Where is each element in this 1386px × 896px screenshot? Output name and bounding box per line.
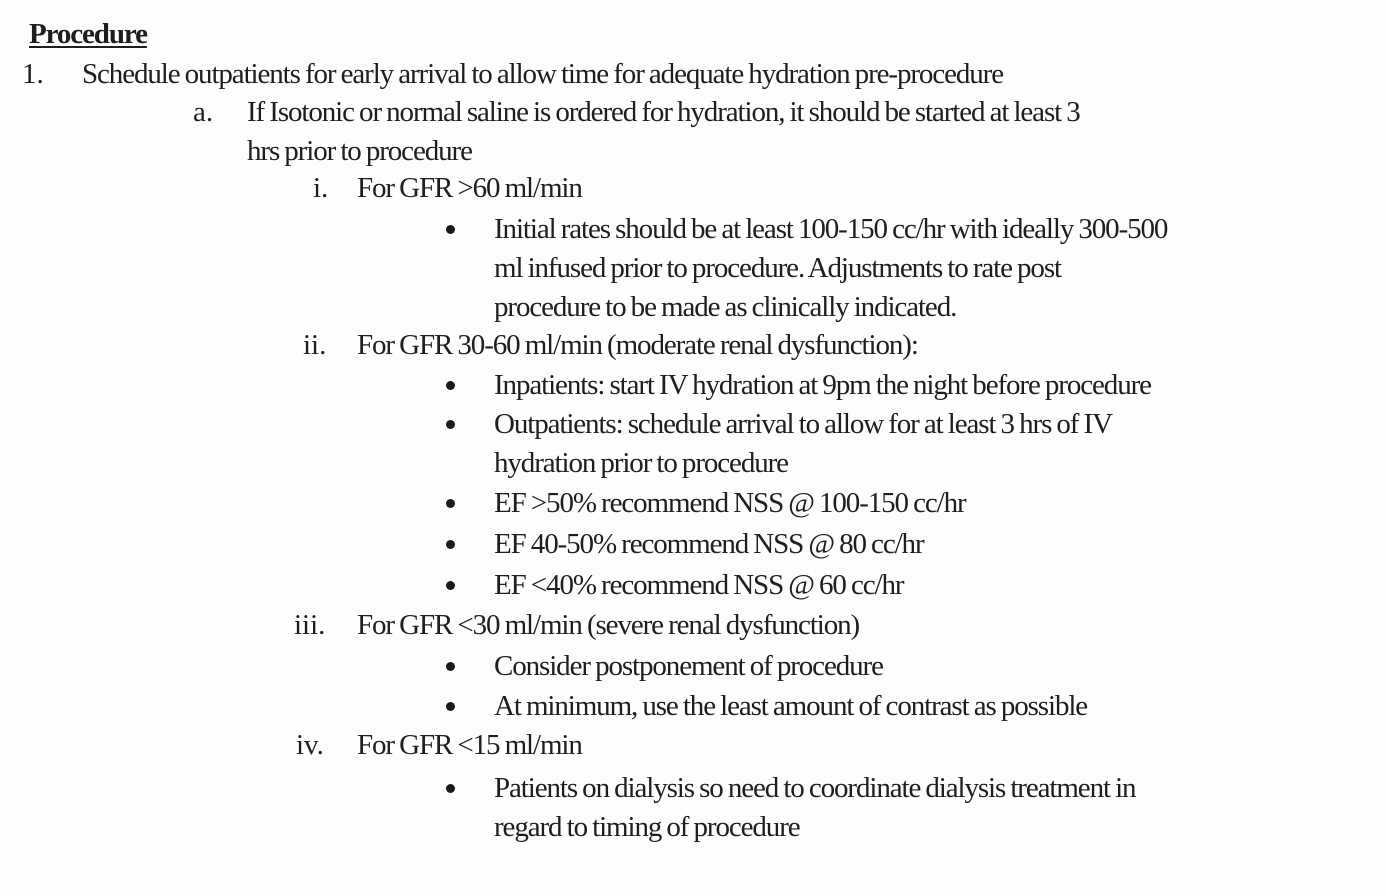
bullet-icon xyxy=(446,702,455,711)
list-item-i-text: For GFR >60 ml/min xyxy=(357,172,582,204)
list-item-iv-text: For GFR <15 ml/min xyxy=(357,729,582,761)
bullet-icon xyxy=(446,420,455,429)
bullet-i-1-line1: Initial rates should be at least 100-150 cc/hr with ideally 300-500 xyxy=(494,213,1168,245)
list-item-ii-text: For GFR 30-60 ml/min (moderate renal dysfunction): xyxy=(357,329,918,361)
bullet-ii-3: EF >50% recommend NSS @ 100-150 cc/hr xyxy=(494,487,966,519)
bullet-icon xyxy=(446,662,455,671)
bullet-iii-2: At minimum, use the least amount of contrast as possible xyxy=(494,690,1088,722)
bullet-icon xyxy=(446,784,455,793)
bullet-icon xyxy=(446,581,455,590)
list-marker-a: a. xyxy=(193,96,214,128)
bullet-ii-1: Inpatients: start IV hydration at 9pm the night before procedure xyxy=(494,369,1151,401)
list-item-a-line2: hrs prior to procedure xyxy=(247,135,472,167)
list-marker-iii: iii. xyxy=(294,609,326,641)
bullet-iv-1-line1: Patients on dialysis so need to coordinate dialysis treatment in xyxy=(494,772,1136,804)
list-marker-i: i. xyxy=(313,172,329,204)
bullet-iv-1-line2: regard to timing of procedure xyxy=(494,811,800,843)
bullet-ii-2-line1: Outpatients: schedule arrival to allow for at least 3 hrs of IV xyxy=(494,408,1112,440)
bullet-i-1-line2: ml infused prior to procedure. Adjustments to rate post xyxy=(494,252,1061,284)
bullet-ii-2-line2: hydration prior to procedure xyxy=(494,447,788,479)
bullet-ii-4: EF 40-50% recommend NSS @ 80 cc/hr xyxy=(494,528,924,560)
section-heading: Procedure xyxy=(29,18,147,50)
list-marker-iv: iv. xyxy=(296,729,324,761)
bullet-icon xyxy=(446,540,455,549)
bullet-iii-1: Consider postponement of procedure xyxy=(494,650,883,682)
list-marker-ii: ii. xyxy=(303,329,327,361)
list-item-1-text: Schedule outpatients for early arrival to allow time for adequate hydration pre-procedure xyxy=(82,58,1003,90)
list-marker-1: 1. xyxy=(22,58,44,90)
list-item-iii-text: For GFR <30 ml/min (severe renal dysfunction) xyxy=(357,609,860,641)
bullet-icon xyxy=(446,381,455,390)
list-item-a-line1: If Isotonic or normal saline is ordered for hydration, it should be started at least 3 xyxy=(247,96,1080,128)
bullet-icon xyxy=(446,225,455,234)
bullet-i-1-line3: procedure to be made as clinically indicated. xyxy=(494,291,957,323)
bullet-icon xyxy=(446,499,455,508)
bullet-ii-5: EF <40% recommend NSS @ 60 cc/hr xyxy=(494,569,904,601)
